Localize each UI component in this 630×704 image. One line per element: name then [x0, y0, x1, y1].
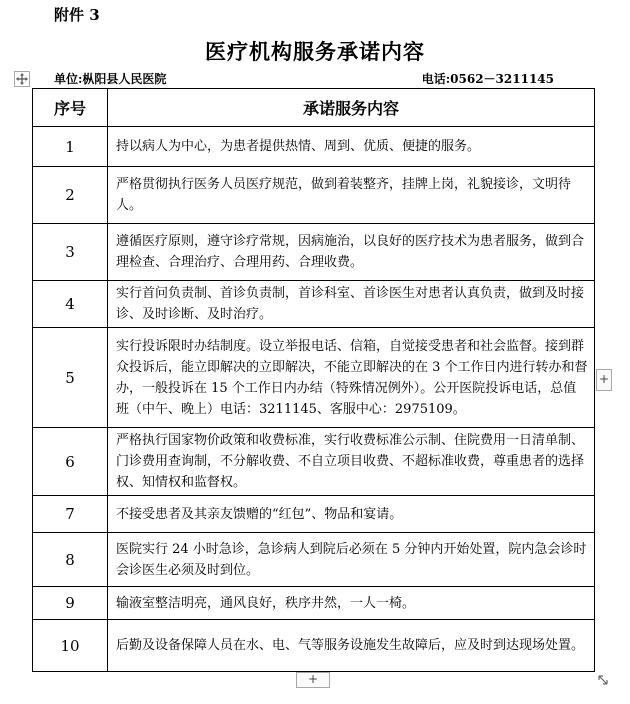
move-icon: [16, 73, 28, 85]
row-content: 遵循医疗原则，遵守诊疗常规，因病施治，以良好的医疗技术为患者服务，做到合理检查、合理治疗、合理用药、合理收费。: [108, 224, 595, 281]
table-row: [33, 281, 595, 328]
table-header-row: [33, 89, 595, 127]
row-content: 实行投诉限时办结制度。设立举报电话、信箱，自觉接受患者和社会监督。接到群众投诉后，能立即解决的立即解决，不能立即解决的在 3 个工作日内进行转办和督办，一般投诉在 15 个工作日内办结（特殊情况例外）。公开医院投诉电话，总值班（中午、晚上）电话：3211145、客服中心：2975109。: [108, 328, 595, 428]
row-number: 7: [33, 496, 108, 533]
page-title: 医疗机构服务承诺内容: [205, 39, 425, 64]
row-content: 严格贯彻执行医务人员医疗规范，做到着装整齐，挂牌上岗，礼貌接诊，文明待人。: [108, 167, 595, 224]
row-content: 严格执行国家物价政策和收费标准，实行收费标准公示制、住院费用一日清单制、门诊费用查询制，不分解收费、不自立项目收费、不超标准收费，尊重患者的选择权、知情权和监督权。: [108, 428, 595, 496]
annex-label: 附件 3: [54, 6, 100, 24]
table-row: [33, 587, 595, 620]
resize-icon: [596, 673, 610, 687]
commitment-table: [32, 88, 595, 672]
table-row: [33, 167, 595, 224]
unit-info-line: [54, 70, 554, 86]
row-number: 1: [33, 127, 108, 167]
row-number: 2: [33, 167, 108, 224]
table-row: [33, 428, 595, 496]
table-row: [33, 328, 595, 428]
row-number: 5: [33, 328, 108, 428]
row-content: 医院实行 24 小时急诊，急诊病人到院后必须在 5 分钟内开始处置，院内急会诊时会诊医生必须及时到位。: [108, 533, 595, 587]
header-content: 承诺服务内容: [108, 89, 595, 127]
table-row: [33, 224, 595, 281]
add-row-button[interactable]: +: [296, 672, 330, 688]
row-number: 9: [33, 587, 108, 620]
header-num: 序号: [33, 89, 108, 127]
row-content: 输液室整洁明亮，通风良好，秩序井然，一人一椅。: [108, 587, 595, 620]
table-row: [33, 620, 595, 672]
row-content: 持以病人为中心，为患者提供热情、周到、优质、便捷的服务。: [108, 127, 595, 167]
row-number: 6: [33, 428, 108, 496]
row-content: 后勤及设备保障人员在水、电、气等服务设施发生故障后，应及时到达现场处置。: [108, 620, 595, 672]
add-column-button[interactable]: +: [596, 369, 612, 391]
row-content: 不接受患者及其亲友馈赠的“红包”、物品和宴请。: [108, 496, 595, 533]
phone-label: 电话:0562－3211145: [421, 72, 554, 86]
table-row: [33, 127, 595, 167]
table-row: [33, 533, 595, 587]
row-number: 10: [33, 620, 108, 672]
table-row: [33, 496, 595, 533]
row-number: 4: [33, 281, 108, 328]
row-number: 8: [33, 533, 108, 587]
row-content: 实行首问负责制、首诊负责制，首诊科室、首诊医生对患者认真负责，做到及时接诊、及时诊断、及时治疗。: [108, 281, 595, 328]
table-move-handle[interactable]: [14, 71, 30, 87]
table-resize-handle[interactable]: [596, 672, 610, 686]
unit-label: 单位:枞阳县人民医院: [54, 72, 167, 86]
row-number: 3: [33, 224, 108, 281]
